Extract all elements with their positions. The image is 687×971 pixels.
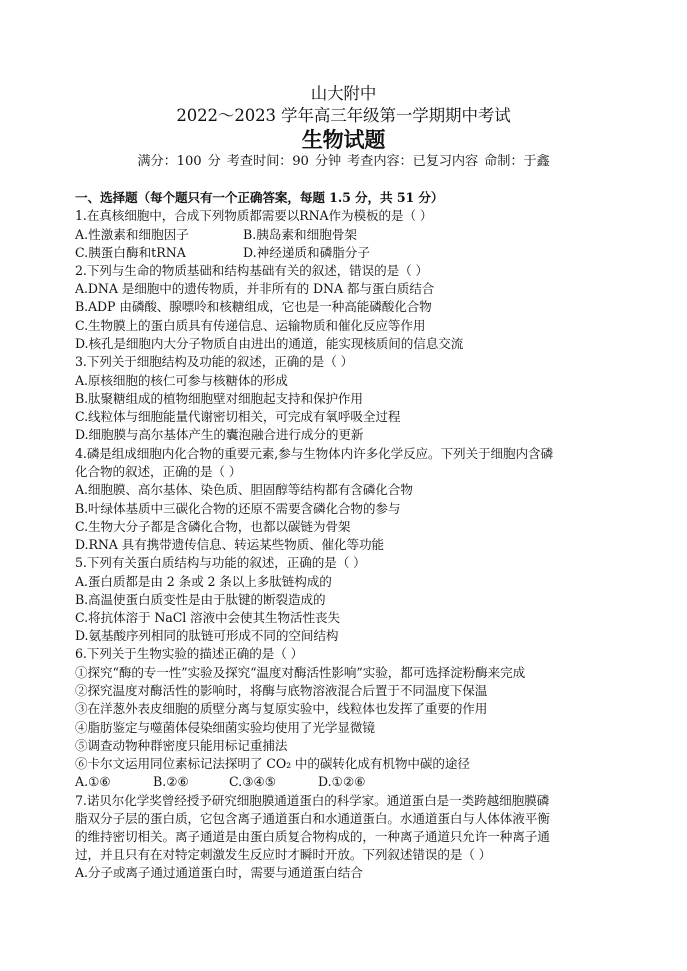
q2-option-a: A.DNA 是细胞中的遗传物质，并非所有的 DNA 都与蛋白质结合 — [75, 281, 435, 296]
q6-option-a: A.①⑥ — [75, 774, 111, 789]
q7-stem-line1: 7.诺贝尔化学奖曾经授予研究细胞膜通道蛋白的科学家。通道蛋白是一类跨越细胞膜磷 — [75, 793, 550, 808]
school-name: 山大附中 — [310, 84, 377, 103]
q2-stem: 2.下列与生命的物质基础和结构基础有关的叙述，错误的是（ ） — [75, 263, 429, 278]
q3-option-d: D.细胞膜与高尔基体产生的囊泡融合进行成分的更新 — [75, 427, 364, 442]
q6-option-d: D.①②⑥ — [318, 774, 366, 789]
q6-statement-3: ③在洋葱外表皮细胞的质壁分离与复原实验中，线粒体也发挥了重要的作用 — [75, 701, 488, 716]
q2-option-d: D.核孔是细胞内大分子物质自由进出的通道，能实现核质间的信息交流 — [75, 336, 464, 351]
q6-option-b: B.②⑥ — [153, 774, 189, 789]
q6-statement-5: ⑤调查动物种群密度只能用标记重捕法 — [75, 738, 288, 753]
exam-info: 满分：100 分 考查时间：90 分钟 考查内容：已复习内容 命制：于鑫 — [137, 154, 550, 169]
q7-stem-line2: 脂双分子层的蛋白质，它包含离子通道蛋白和水通道蛋白。水通道蛋白与人体体液平衡 — [75, 811, 550, 826]
q4-option-a: A.细胞膜、高尔基体、染色质、胆固醇等结构都有含磷化合物 — [75, 482, 413, 497]
q7-option-a: A.分子或离子通过通道蛋白时，需要与通道蛋白结合 — [75, 865, 363, 880]
q3-stem: 3.下列关于细胞结构及功能的叙述，正确的是（ ） — [75, 354, 354, 369]
q3-option-b: B.肽聚糖组成的植物细胞壁对细胞起支持和保护作用 — [75, 391, 363, 406]
q5-option-a: A.蛋白质都是由 2 条或 2 条以上多肽链构成的 — [75, 574, 332, 589]
q1-option-b: B.胰岛素和细胞骨架 — [243, 227, 358, 242]
q4-stem-line1: 4.磷是组成细胞内化合物的重要元素,参与生物体内许多化学反应。下列关于细胞内含磷 — [75, 446, 553, 461]
q2-option-b: B.ADP 由磷酸、腺嘌呤和核糖组成，它也是一种高能磷酸化合物 — [75, 299, 432, 314]
q1-stem: 1.在真核细胞中，合成下列物质都需要以RNA作为模板的是（ ） — [75, 208, 433, 223]
q6-statement-2: ②探究温度对酶活性的影响时，将酶与底物溶液混合后置于不同温度下保温 — [75, 683, 488, 698]
q2-option-c: C.生物膜上的蛋白质具有传递信息、运输物质和催化反应等作用 — [75, 318, 426, 333]
q5-stem: 5.下列有关蛋白质结构与功能的叙述，正确的是（ ） — [75, 555, 366, 570]
exam-title: 2022～2023 学年高三年级第一学期期中考试 — [176, 106, 511, 125]
q4-option-b: B.叶绿体基质中三碳化合物的还原不需要含磷化合物的参与 — [75, 501, 401, 516]
q6-statement-6: ⑥卡尔文运用同位素标记法探明了 CO₂ 中的碳转化成有机物中碳的途径 — [75, 756, 470, 771]
q6-statement-4: ④脂肪鉴定与噬菌体侵染细菌实验均使用了光学显微镜 — [75, 720, 375, 735]
q5-option-b: B.高温使蛋白质变性是由于肽键的断裂造成的 — [75, 592, 326, 607]
subject-title: 生物试题 — [301, 127, 386, 152]
q1-option-a: A.性激素和细胞因子 — [75, 227, 189, 242]
q3-option-c: C.线粒体与细胞能量代谢密切相关，可完成有氧呼吸全过程 — [75, 409, 401, 424]
q6-statement-1: ①探究“酶的专一性”实验及探究“温度对酶活性影响”实验，都可选择淀粉酶来完成 — [75, 665, 526, 680]
q7-stem-line3: 的维持密切相关。离子通道是由蛋白质复合物构成的，一种离子通道只允许一种离子通 — [75, 829, 550, 844]
q6-stem: 6.下列关于生物实验的描述正确的是（ ） — [75, 646, 304, 661]
q4-option-c: C.生物大分子都是含磷化合物，也都以碳链为骨架 — [75, 519, 351, 534]
q7-stem-line4: 过，并且只有在对特定刺激发生反应时才瞬时开放。下列叙述错误的是（ ） — [75, 847, 492, 862]
q5-option-c: C.将抗体溶于 NaCl 溶液中会使其生物活性丧失 — [75, 610, 340, 625]
q3-option-a: A.原核细胞的核仁可参与核糖体的形成 — [75, 373, 288, 388]
q5-option-d: D.氨基酸序列相同的肽链可形成不同的空间结构 — [75, 628, 339, 643]
q1-option-d: D.神经递质和磷脂分子 — [243, 245, 370, 260]
q1-option-c: C.胰蛋白酶和tRNA — [75, 245, 186, 260]
section-heading: 一、选择题（每个题只有一个正确答案，每题 1.5 分，共 51 分） — [75, 190, 444, 205]
q4-stem-line2: 化合物的叙述，正确的是（ ） — [75, 464, 242, 479]
q4-option-d: D.RNA 具有携带遗传信息、转运某些物质、催化等功能 — [75, 537, 385, 552]
q6-option-c: C.③④⑤ — [229, 774, 277, 789]
